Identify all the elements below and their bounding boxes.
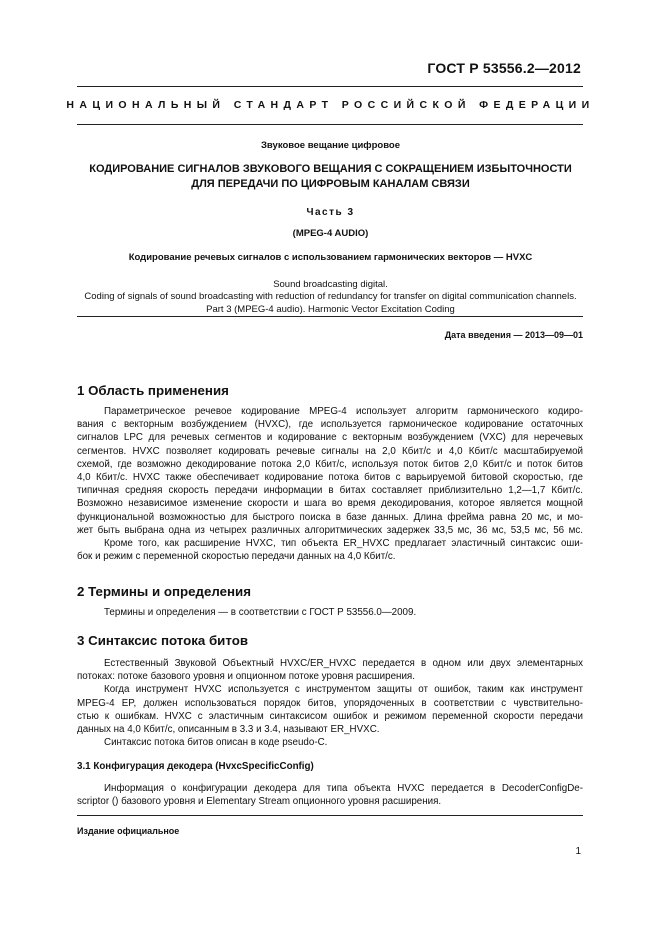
english-title-line: Sound broadcasting digital. xyxy=(273,279,388,290)
section-2-paragraph xyxy=(77,606,583,619)
text-line: Информация о конфигурации декодера для типа объекта HVXC передается в DecoderConfigDe- xyxy=(104,783,583,794)
title-rule xyxy=(77,316,583,317)
text-line: 4,0 Кбит/с. HVXC также обеспечивает кодирование потока битов с варьируемой битовой скоростью, где xyxy=(77,472,583,484)
text-line: Термины и определения — в соответствии с ГОСТ Р 53556.0—2009. xyxy=(104,607,417,618)
doc-title-line: ДЛЯ ПЕРЕДАЧИ ПО ЦИФРОВЫМ КАНАЛАМ СВЯЗИ xyxy=(191,178,470,190)
section-1-heading: 1 Область применения xyxy=(77,383,229,398)
national-standard-banner: НАЦИОНАЛЬНЫЙ СТАНДАРТ РОССИЙСКОЙ ФЕДЕРАЦИИ xyxy=(66,99,595,111)
doc-title-line: КОДИРОВАНИЕ СИГНАЛОВ ЗВУКОВОГО ВЕЩАНИЯ С СОКРАЩЕНИЕМ ИЗБЫТОЧНОСТИ xyxy=(89,163,572,175)
text-line: схемой, где возможно декодирование потока 2,0 Кбит/с, используя поток битов 2,0 Кбит/с и поток битов xyxy=(77,458,583,470)
text-line: Возможно независимое изменение скорости и шага во время декодирования, которое является мощной xyxy=(77,498,583,510)
text-line: Естественный Звуковой Объектный HVXC/ER_HVXC передается в одном или двух элементарных xyxy=(104,658,583,669)
banner-rule xyxy=(77,124,583,125)
text-line: жет быть выбрана одна из четырех различных алгоритмических задержек 33,5 мс, 36 мс, 53,5 мс, 56 мс. xyxy=(77,524,583,536)
doc-subject: Звуковое вещание цифровое xyxy=(260,140,401,151)
subsection-3-1-heading: 3.1 Конфигурация декодера (HvxcSpecificConfig) xyxy=(77,761,314,772)
text-line: Параметрическое речевое кодирование MPEG-4 использует алгоритм гармонического кодиро- xyxy=(104,406,583,417)
page-number: 1 xyxy=(575,846,581,857)
text-line: MPEG-4 EP, должен использоваться порядок битов, упорядоченных в соответствии с чувствительно- xyxy=(77,697,583,709)
subsection-3-1-paragraph xyxy=(77,782,583,808)
top-rule xyxy=(77,86,583,87)
effective-date: Дата введения — 2013—09—01 xyxy=(444,330,583,340)
edition-label: Издание официальное xyxy=(77,826,180,836)
text-line: Кроме того, как расширение HVXC, тип объекта ER_HVXC предлагает эластичный синтаксис оши- xyxy=(104,538,583,550)
section-1-paragraph-1 xyxy=(77,405,583,563)
section-3-heading: 3 Синтаксис потока битов xyxy=(77,633,248,648)
section-2-heading: 2 Термины и определения xyxy=(77,584,251,599)
doc-part: Часть 3 xyxy=(306,207,355,218)
text-line: бок и режим с переменной скоростью передачи данных на 4,0 Кбит/с. xyxy=(77,551,396,563)
text-line: Когда инструмент HVXC используется с инструментом защиты от ошибок, таким как инструмент xyxy=(104,684,583,696)
text-line: типичная средняя скорость передачи информации в битах составляет приблизительно 1,2—1,7 Кбит/с. xyxy=(77,485,583,497)
text-line: данных на 4,0 Кбит/с, описанным в 3.3 и 3.4, называют ER_HVXC. xyxy=(77,724,380,736)
text-line: стью к ошибкам. HVXC с эластичным синтаксисом ошибок и режимом переменной скорости передачи xyxy=(77,710,583,722)
text-line: Синтаксис потока битов описан в коде pseudo-C. xyxy=(104,737,328,749)
doc-title xyxy=(40,162,621,192)
text-line: функциональной возможностью для быстрого поиска в базе данных. Длина фрейма равна 20 мс, и мо- xyxy=(77,511,583,523)
english-title xyxy=(20,279,641,316)
doc-subtitle: Кодирование речевых сигналов с использованием гармонических векторов — HVXC xyxy=(128,252,533,263)
doc-mpeg: (MPEG-4 AUDIO) xyxy=(292,228,369,239)
text-line: сегментов. HVXC позволяет кодировать речевые сигналы на 2,0 Кбит/с и 4,0 Кбит/с масштабируемой xyxy=(77,445,583,457)
text-line: потоках: потоке базового уровня и опционном потоке уровня расширения. xyxy=(77,671,415,683)
english-title-line: Coding of signals of sound broadcasting with reduction of redundancy for transfer on digital communication channels. xyxy=(84,291,577,303)
section-3-paragraphs xyxy=(77,657,583,749)
doc-number: ГОСТ Р 53556.2—2012 xyxy=(427,60,581,76)
footer-rule xyxy=(77,815,583,816)
english-title-line: Part 3 (MPEG-4 audio). Harmonic Vector Excitation Coding xyxy=(206,303,455,315)
text-line: вания с векторным возбуждением (HVXC), где используется гармоническое кодирование остаточных xyxy=(77,419,583,431)
text-line: сигналов LPC для речевых сегментов и кодирование с векторным возбуждением (VXC) для неречевых xyxy=(77,432,583,444)
text-line: scriptor () базового уровня и Elementary Stream опционного уровня расширения. xyxy=(77,796,442,808)
